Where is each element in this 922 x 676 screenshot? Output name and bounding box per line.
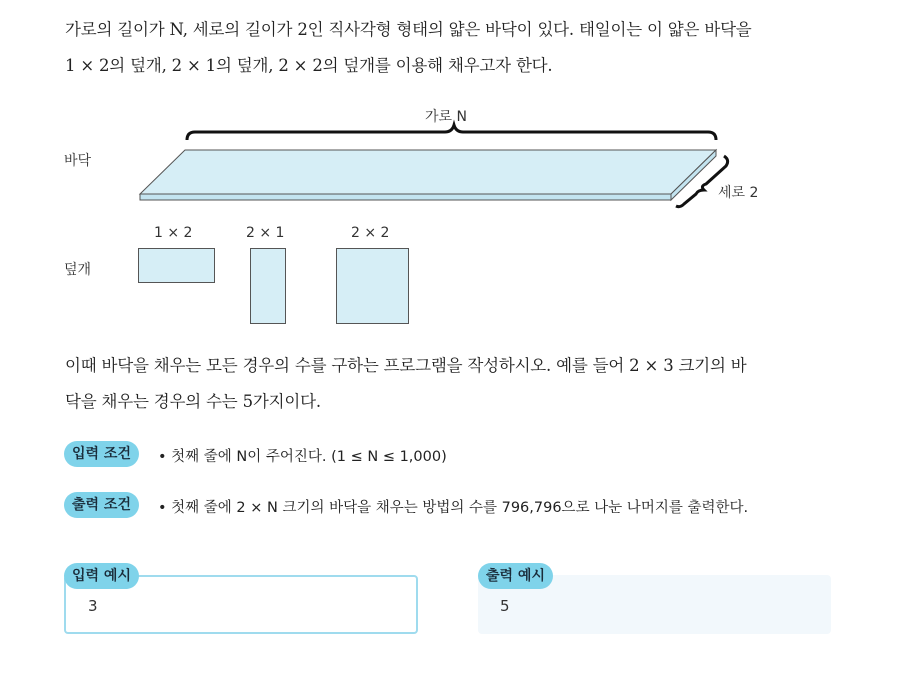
output-example-value: 5 [500,597,510,615]
input-condition-tag: 입력 조건 [64,441,139,467]
output-example-tag: 출력 예시 [478,563,553,589]
output-condition-text: • 첫째 줄에 2 × N 크기의 바닥을 채우는 방법의 수를 796,796으로 나눈 나머지를 출력한다. [158,500,749,516]
input-example-value: 3 [88,597,98,615]
task-paragraph [65,348,855,420]
tile-label-1x2: 1 × 2 [154,225,193,241]
width-label: 가로 N [425,109,467,125]
input-condition-text: • 첫째 줄에 N이 주어진다. (1 ≤ N ≤ 1,000) [158,449,447,465]
tile-label-2x1: 2 × 1 [246,225,285,241]
width-brace [187,125,716,140]
intro-line-1: 가로의 길이가 N, 세로의 길이가 2인 직사각형 형태의 얇은 바닥이 있다. 태일이는 이 얇은 바닥을 [65,20,752,39]
tile-1x2 [138,248,215,283]
task-line-1: 이때 바닥을 채우는 모든 경우의 수를 구하는 프로그램을 작성하시오. 예를 들어 2 × 3 크기의 바 [65,356,747,375]
covers-label: 덮개 [64,262,92,278]
height-label: 세로 2 [718,185,759,201]
input-example-tag: 입력 예시 [64,563,139,589]
floor-slab-top [140,150,716,194]
floor-drawing [0,0,922,230]
intro-line-2: 1 × 2의 덮개, 2 × 1의 덮개, 2 × 2의 덮개를 이용해 채우고자 한다. [65,56,553,75]
tile-2x2 [336,248,409,324]
floor-label: 바닥 [64,153,92,169]
output-condition-tag: 출력 조건 [64,492,139,518]
floor-slab-front [140,194,671,200]
tile-label-2x2: 2 × 2 [351,225,390,241]
tile-2x1 [250,248,286,324]
task-line-2: 닥을 채우는 경우의 수는 5가지이다. [65,392,321,411]
